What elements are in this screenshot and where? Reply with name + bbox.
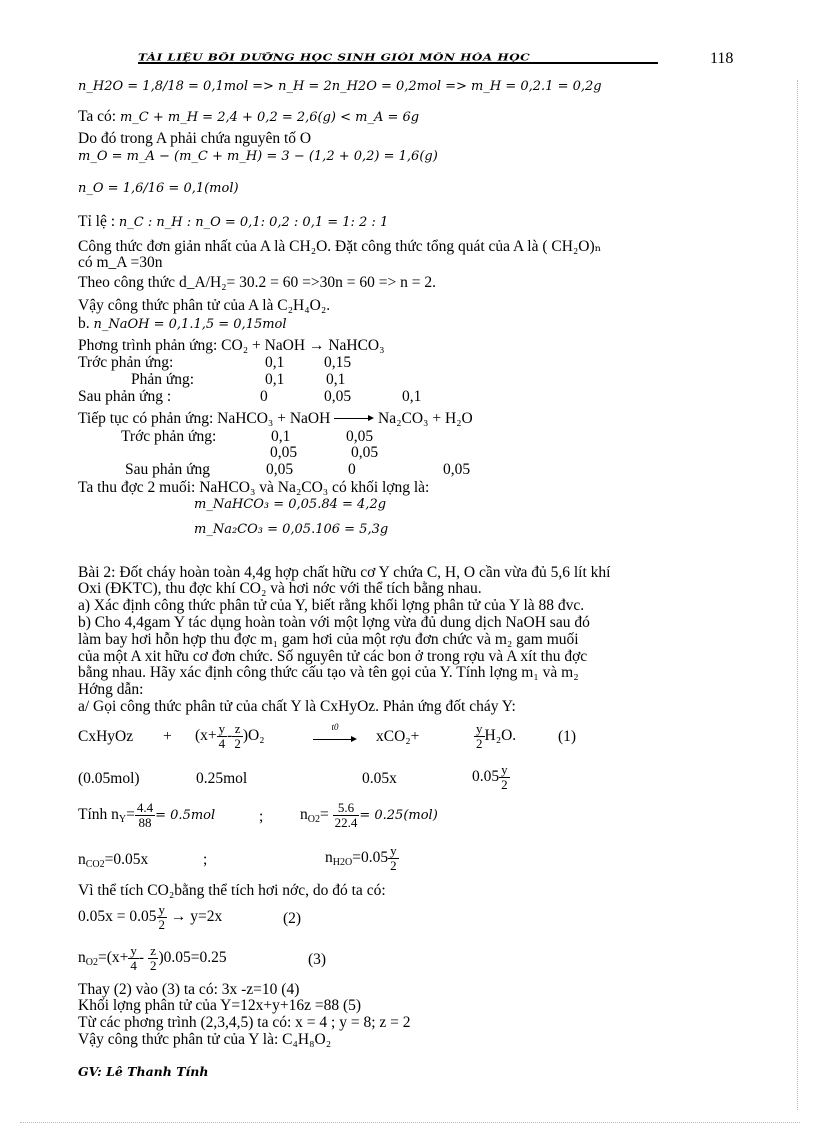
table2-before-a: 0,1: [271, 428, 291, 445]
header-title: TÀI LIỆU BỒI DƯỠNG HỌC SINH GIỎI MÔN HÓA HỌC: [138, 52, 531, 63]
nco2-sub: CO2: [85, 859, 105, 870]
table2-after-b: 0: [348, 461, 356, 478]
ratio-label: Tỉ lệ :: [78, 213, 116, 230]
nco2: [78, 851, 148, 873]
ta-co-label: Ta có:: [78, 108, 117, 125]
guide-line-a: a/ Gọi công thức phân tử của chất Y là CxHyOz. Phản ứng đốt cháy Y:: [78, 698, 516, 715]
eq-number-2: (2): [283, 910, 302, 927]
eq-number-3: (3): [308, 951, 327, 968]
ny-eq: =: [126, 806, 135, 823]
eq-y-2x-right: → y=2x: [170, 908, 223, 925]
line-m-nahco3: m_NaHCO₃ = 0,05.84 = 4,2g: [194, 497, 387, 512]
nh2o-value: =0.05: [352, 849, 389, 866]
mol-row-a: (0.05mol): [78, 770, 140, 787]
problem2-line6: của một A xit hữu cơ đơn chức. Số nguyên tử các bon ở trong rợu và A xít thu đợc: [78, 648, 588, 665]
table2-label-before: Trớc phản ứng:: [121, 428, 217, 445]
fraction-y-over-4: [217, 722, 228, 751]
table1-before-b: 0,15: [324, 354, 352, 371]
line-ma-30n: có m_A =30n: [78, 254, 163, 271]
fraction-z-over-2: [148, 944, 159, 973]
eq-h2o: H₂O.: [484, 727, 517, 744]
table1-after-a: 0: [260, 388, 268, 405]
problem2-line3: a) Xác định công thức phân tử của Y, biết rằng khối lợng phân tử của Y là 88 đvc.: [78, 597, 585, 614]
no2-label: n: [300, 806, 308, 823]
eq-o2-close: )O₂: [242, 727, 265, 744]
fraction-y-over-4: [128, 944, 139, 973]
line-density: Theo công thức d_A/H₂= 30.2 = 60 =>30n = 60 => n = 2.: [78, 274, 436, 291]
frac-den: 4: [130, 957, 137, 973]
no2-sub: O2: [307, 814, 320, 825]
problem2-line7: bằng nhau. Hãy xác định công thức cấu tạo và tên gọi của Y. Tính lợng m₁ và m₂: [78, 664, 579, 681]
frac-num: y: [390, 842, 397, 858]
line-ta-co: [78, 108, 419, 126]
arrow-t0-label: t0: [331, 722, 339, 732]
page-number: 118: [710, 50, 734, 67]
line-reaction-2: [78, 410, 473, 427]
frac-den: 88: [138, 814, 152, 830]
eq-no2-sub: O2: [85, 957, 98, 968]
naoh-math: n_NaOH = 0,1.1,5 = 0,15mol: [93, 317, 287, 332]
eq-no2: [78, 941, 227, 980]
eq-arrow-t0: [313, 719, 357, 744]
table1-react-a: 0,1: [265, 371, 285, 388]
eq-co2: xCO₂+: [376, 728, 420, 745]
line-reaction-1: Phơng trình phản ứng: CO₂ + NaOH → NaHCO₃: [78, 337, 385, 354]
table2-react-a: 0,05: [270, 444, 298, 461]
nh2o-sub: H2O: [332, 857, 353, 868]
frac-den: 2: [501, 776, 508, 792]
line-two-salts: Ta thu đợc 2 muối: NaHCO₃ và Na₂CO₃ có khối lợng là:: [78, 479, 430, 496]
mol-row-d: [472, 760, 510, 794]
line-molar-mass: Khối lợng phân tử của Y=12x+y+16z =88 (5): [78, 997, 362, 1014]
fraction-56-over-224: [333, 801, 360, 830]
table1-label-react: Phản ứng:: [131, 371, 195, 388]
eq-minus: -: [227, 727, 233, 744]
fraction-y-over-2: [157, 903, 168, 932]
line-simplest-formula: Công thức đơn giản nhất của A là CH₂O. Đặt công thức tổng quát của A là ( CH₂O)ₙ: [78, 238, 602, 255]
line-contains-o: Do đó trong A phải chứa nguyên tố O: [78, 130, 312, 147]
problem2-line4: b) Cho 4,4gam Y tác dụng hoàn toàn với một lợng vừa đủ dung dịch NaOH sau đó: [78, 614, 590, 631]
margin-rule: [797, 80, 798, 1110]
nco2-value: =0.05x: [104, 851, 149, 868]
fraction-z-over-2: [232, 722, 243, 751]
nh2o-label: n: [325, 849, 333, 866]
no2-value: = 0.25(mol): [359, 808, 438, 823]
ny-label: Tính n: [78, 806, 119, 823]
line-m-na2co3: m_Na₂CO₃ = 0,05.106 = 5,3g: [194, 522, 389, 537]
frac-num: y: [130, 942, 137, 958]
reaction-arrow-icon: [334, 414, 374, 424]
eq-no2-label: n: [78, 949, 86, 966]
fraction-y-over-2: [388, 844, 399, 873]
heat-arrow-icon: [313, 719, 357, 744]
problem2-line5: làm bay hơi hỗn hợp thu đợc m₁ gam hơi của một rợu đơn chức và m₂ gam muối: [78, 631, 579, 648]
frac-num: y: [158, 901, 165, 917]
table2-after-a: 0,05: [266, 461, 294, 478]
ny-semicolon: ;: [259, 808, 264, 825]
reaction-2-right: Na₂CO₃ + H₂O: [378, 410, 473, 427]
frac-num: y: [218, 720, 226, 736]
frac-den: 4: [218, 735, 226, 751]
ny-value: = 0.5mol: [155, 808, 216, 823]
arrow-bar: [313, 736, 357, 744]
frac-den: 2: [149, 957, 157, 973]
eq-reactant: CxHyOz: [78, 728, 134, 745]
mol-row-d-coef: 0.05: [472, 768, 500, 785]
header-underline: [138, 62, 658, 64]
frac-num: y: [476, 720, 483, 736]
fraction-y-over-2: [499, 763, 510, 792]
part-b-label: b.: [78, 315, 90, 332]
frac-den: 2: [158, 916, 165, 932]
table1-after-b: 0,05: [324, 388, 352, 405]
frac-num: 5.6: [333, 801, 360, 816]
eq-no2-open: =(x+: [97, 949, 129, 966]
ny-calc: [78, 798, 215, 837]
fraction-y-over-2: [474, 722, 485, 751]
table2-react-b: 0,05: [351, 444, 379, 461]
table2-label-after: Sau phản ứng: [125, 461, 211, 478]
eq-no2-minus: -: [138, 949, 145, 966]
no2-calc: [300, 798, 438, 837]
line-mo: m_O = m_A − (m_C + m_H) = 3 − (1,2 + 0,2) = 1,6(g): [78, 149, 438, 164]
frac-num: z: [232, 722, 243, 737]
eq-water: [474, 719, 516, 753]
problem2-line1: Bài 2: Đốt cháy hoàn toàn 4,4g hợp chất hữu cơ Y chứa C, H, O cần vừa đủ 5,6 lít khí: [78, 564, 611, 581]
line-substitute: Thay (2) vào (3) ta có: 3x -z=10 (4): [78, 981, 300, 998]
line-solution: Từ các phơng trình (2,3,4,5) ta có: x = 4 ; y = 8; z = 2: [78, 1014, 411, 1031]
line-b-naoh: [78, 315, 287, 333]
table1-label-before: Trớc phản ứng:: [78, 354, 174, 371]
mol-row-b: 0.25mol: [196, 770, 248, 787]
table1-label-after: Sau phản ứng :: [78, 388, 172, 405]
eq-y-2x-left: 0.05x = 0.05: [78, 908, 157, 925]
eq-no2-close: )0.05=0.25: [158, 949, 227, 966]
frac-num: 4.4: [136, 799, 154, 815]
frac-num: z: [148, 944, 159, 959]
table1-react-b: 0,1: [326, 371, 346, 388]
mol-row-c: 0.05x: [362, 770, 397, 787]
table1-before-a: 0,1: [265, 354, 285, 371]
ratio-math: n_C : n_H : n_O = 0,1: 0,2 : 0,1 = 1: 2 : 1: [118, 215, 389, 230]
problem2-line2: Oxi (ĐKTC), thu đợc khí CO₂ và hơi nớc với thể tích bằng nhau.: [78, 580, 482, 597]
reaction-2-left: Tiếp tục có phản ứng: NaHCO₃ + NaOH: [78, 410, 331, 427]
eq-oxygen-term: [195, 719, 265, 753]
eq-y-2x: [78, 900, 222, 934]
table1-after-c: 0,1: [402, 388, 422, 405]
ny-sub: Y: [118, 814, 127, 825]
line-formula-a: Vậy công thức phân tử của A là C₂H₄O₂.: [78, 297, 331, 314]
guide-heading: Hớng dẫn:: [78, 681, 144, 698]
frac-den: 2: [476, 735, 483, 751]
nh2o: [325, 841, 399, 880]
frac-num: y: [501, 761, 508, 777]
nco2-semicolon: ;: [203, 851, 208, 868]
frac-den: 2: [390, 857, 397, 873]
fraction-44-over-88: [135, 801, 155, 830]
table2-after-c: 0,05: [443, 461, 471, 478]
nco2-label: n: [78, 851, 86, 868]
line-nh2o: n_H2O = 1,8/18 = 0,1mol => n_H = 2n_H2O = 0,2mol => m_H = 0,2.1 = 0,2g: [78, 79, 602, 94]
ta-co-math: m_C + m_H = 2,4 + 0,2 = 2,6(g) < m_A = 6g: [119, 110, 420, 125]
footer-author: GV: Lê Thanh Tính: [78, 1064, 209, 1079]
frac-den: 22.4: [334, 814, 358, 830]
no2-eq: =: [319, 806, 329, 823]
eq-o2-open: (x+: [195, 727, 217, 744]
line-ratio: [78, 213, 388, 231]
eq-plus: +: [163, 728, 172, 745]
line-equal-volume: Vì thể tích CO₂bằng thể tích hơi nớc, do đó ta có:: [78, 882, 386, 899]
line-formula-y: Vậy công thức phân tử của Y là: C₄H₈O₂: [78, 1031, 332, 1048]
table2-before-b: 0,05: [346, 428, 374, 445]
frac-den: 2: [234, 735, 241, 751]
line-no: n_O = 1,6/16 = 0,1(mol): [78, 181, 239, 196]
eq-number-1: (1): [558, 728, 577, 745]
